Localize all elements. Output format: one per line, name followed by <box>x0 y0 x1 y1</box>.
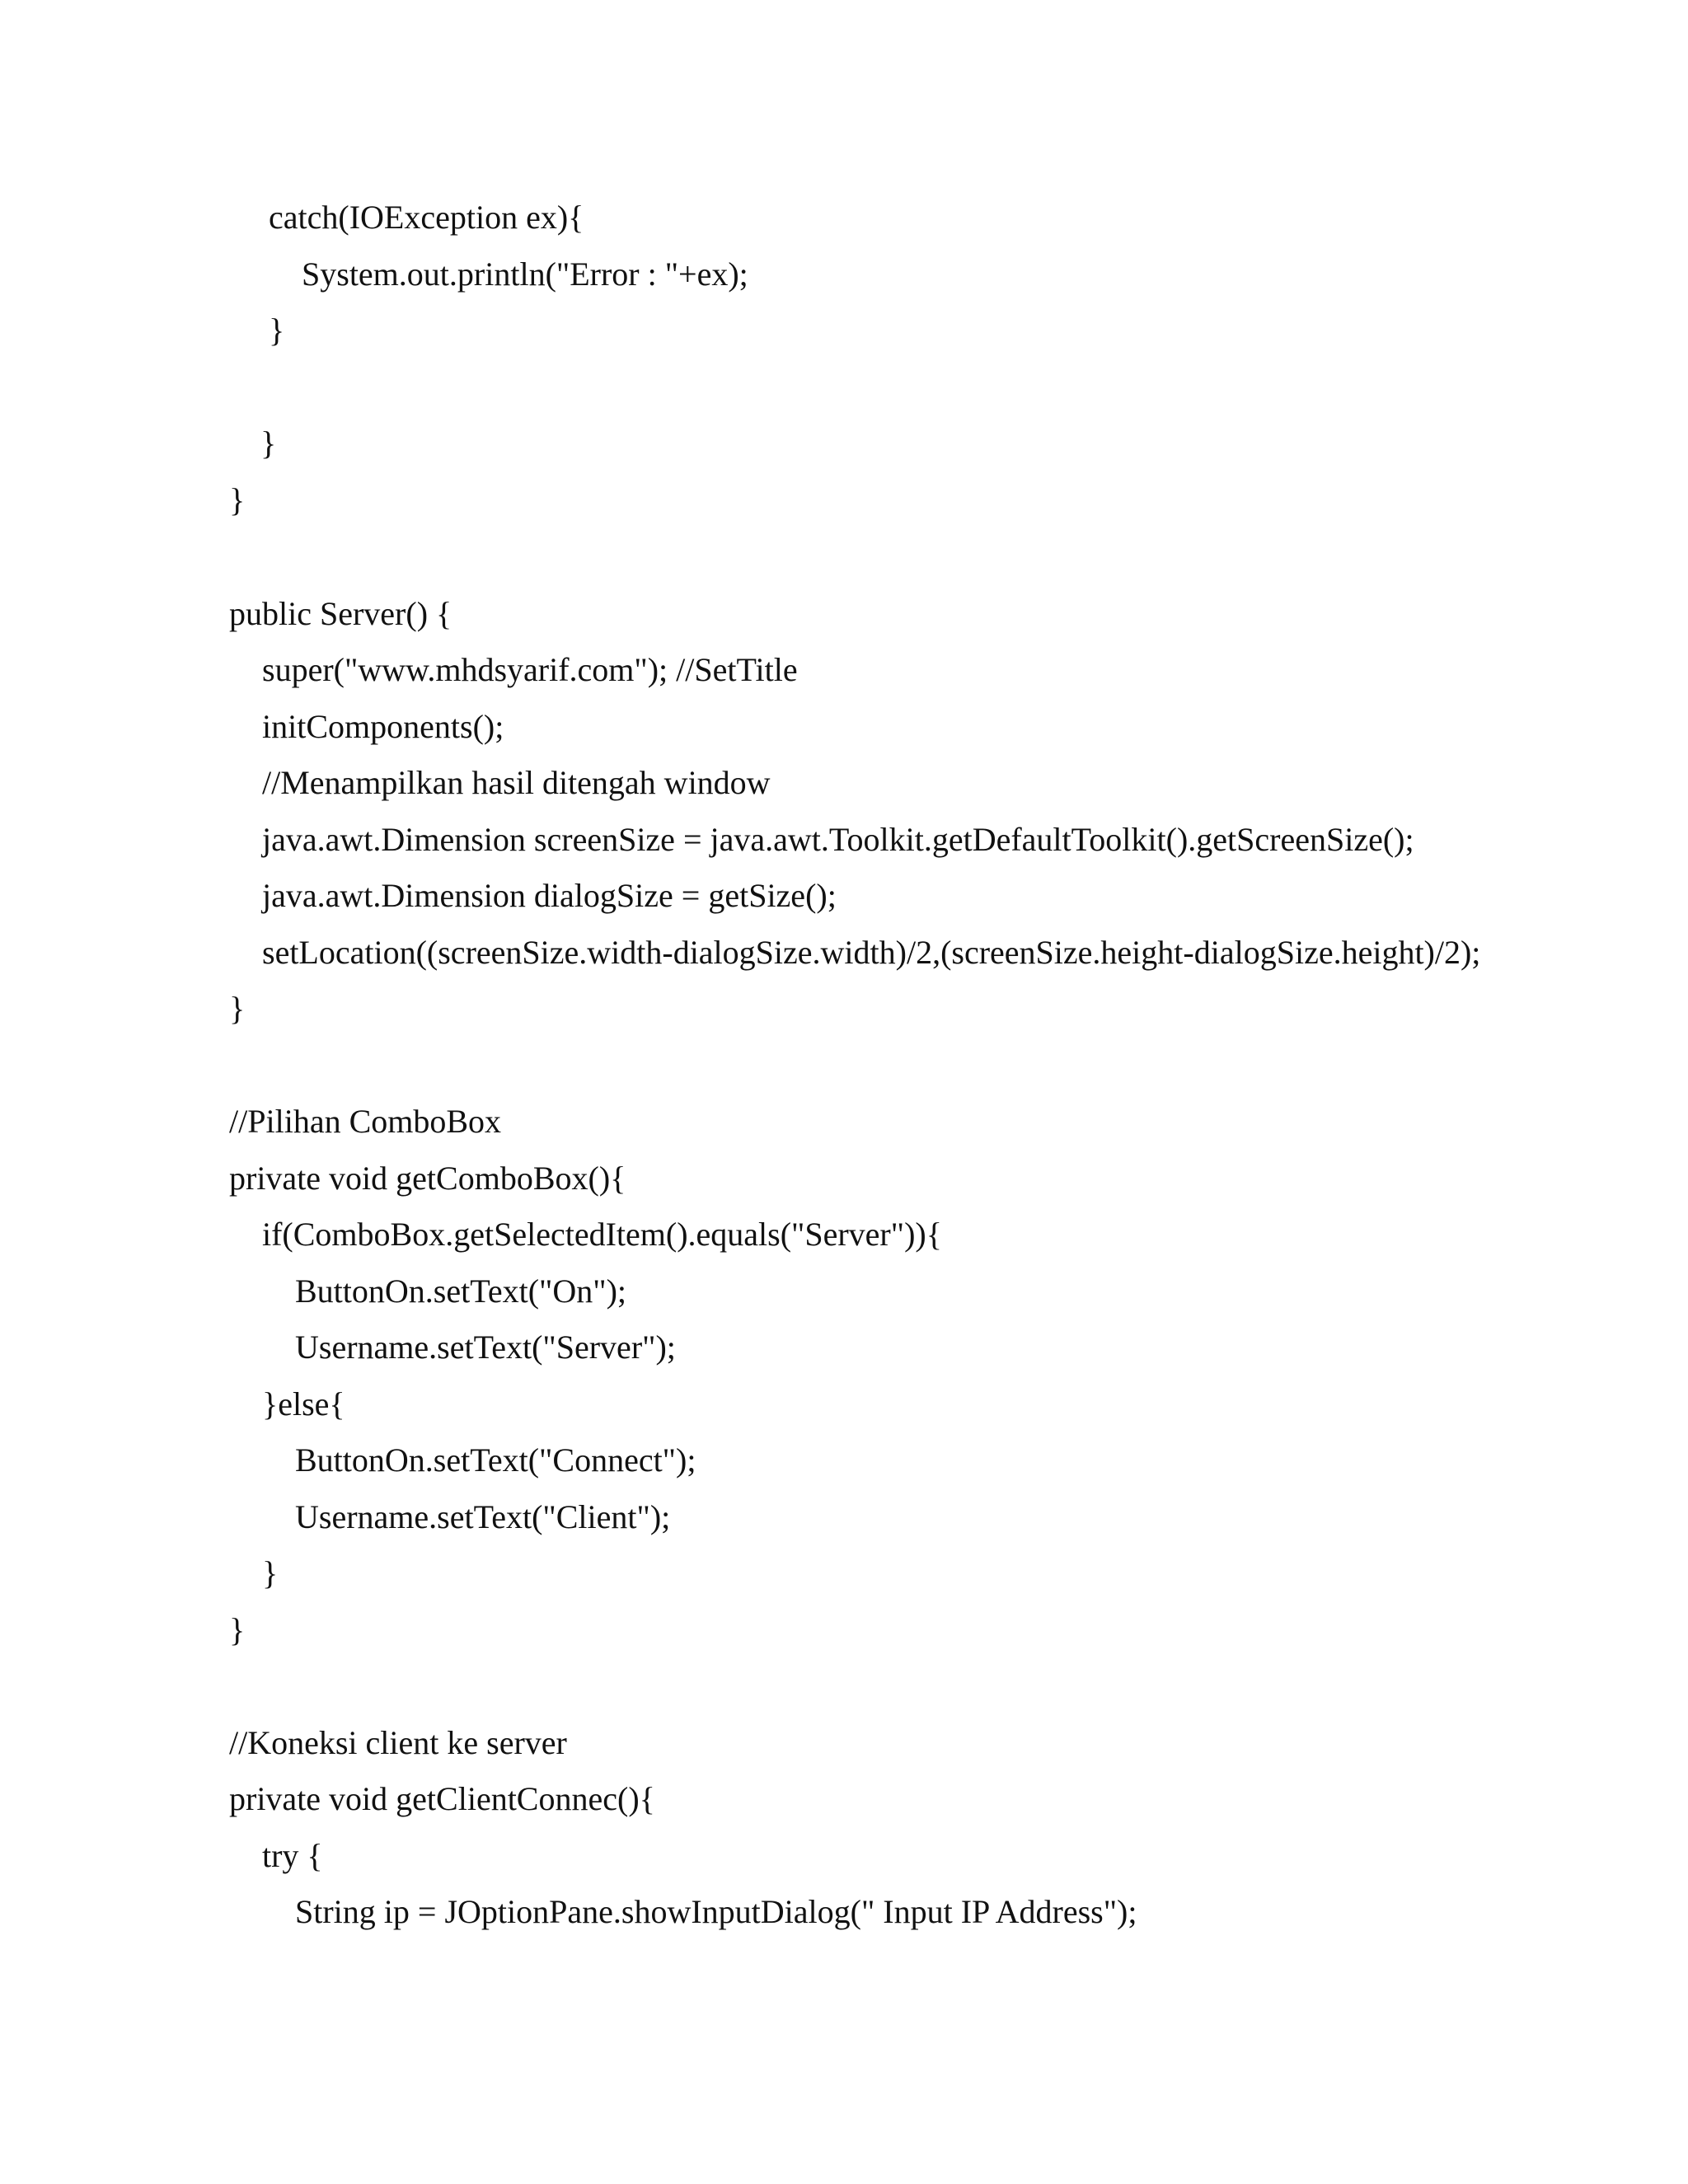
code-line: public Server() { <box>229 595 452 632</box>
code-line: java.awt.Dimension screenSize = java.awt.Toolkit.getDefaultToolkit().getScreenSize(); <box>262 821 1414 858</box>
code-line: } <box>269 312 285 349</box>
code-line: private void getComboBox(){ <box>229 1160 626 1197</box>
code-line: private void getClientConnec(){ <box>229 1780 655 1817</box>
code-line: ButtonOn.setText("Connect"); <box>295 1441 696 1479</box>
code-line: System.out.println("Error : "+ex); <box>302 255 748 293</box>
code-line: }else{ <box>262 1385 345 1422</box>
code-line: //Koneksi client ke server <box>229 1724 567 1761</box>
code-line: //Menampilkan hasil ditengah window <box>262 764 771 801</box>
code-line: Username.setText("Server"); <box>295 1329 676 1366</box>
code-line: String ip = JOptionPane.showInputDialog(" Input IP Address"); <box>295 1893 1137 1930</box>
code-line: } <box>260 424 277 462</box>
code-line: } <box>229 1611 246 1648</box>
code-line: java.awt.Dimension dialogSize = getSize(); <box>262 877 837 914</box>
code-line: initComponents(); <box>262 708 504 745</box>
code-line: ButtonOn.setText("On"); <box>295 1272 627 1310</box>
code-line: } <box>229 481 246 518</box>
code-line: super("www.mhdsyarif.com"); //SetTitle <box>262 651 798 688</box>
code-line: try { <box>262 1837 323 1874</box>
code-line: if(ComboBox.getSelectedItem().equals("Server")){ <box>262 1216 942 1253</box>
code-line: //Pilihan ComboBox <box>229 1103 502 1140</box>
code-line: Username.setText("Client"); <box>295 1498 671 1535</box>
code-line: catch(IOException ex){ <box>269 199 584 236</box>
code-line: setLocation((screenSize.width-dialogSize.width)/2,(screenSize.height-dialogSize.height)/2); <box>262 934 1481 971</box>
code-line: } <box>229 990 246 1027</box>
code-line: } <box>262 1554 279 1591</box>
